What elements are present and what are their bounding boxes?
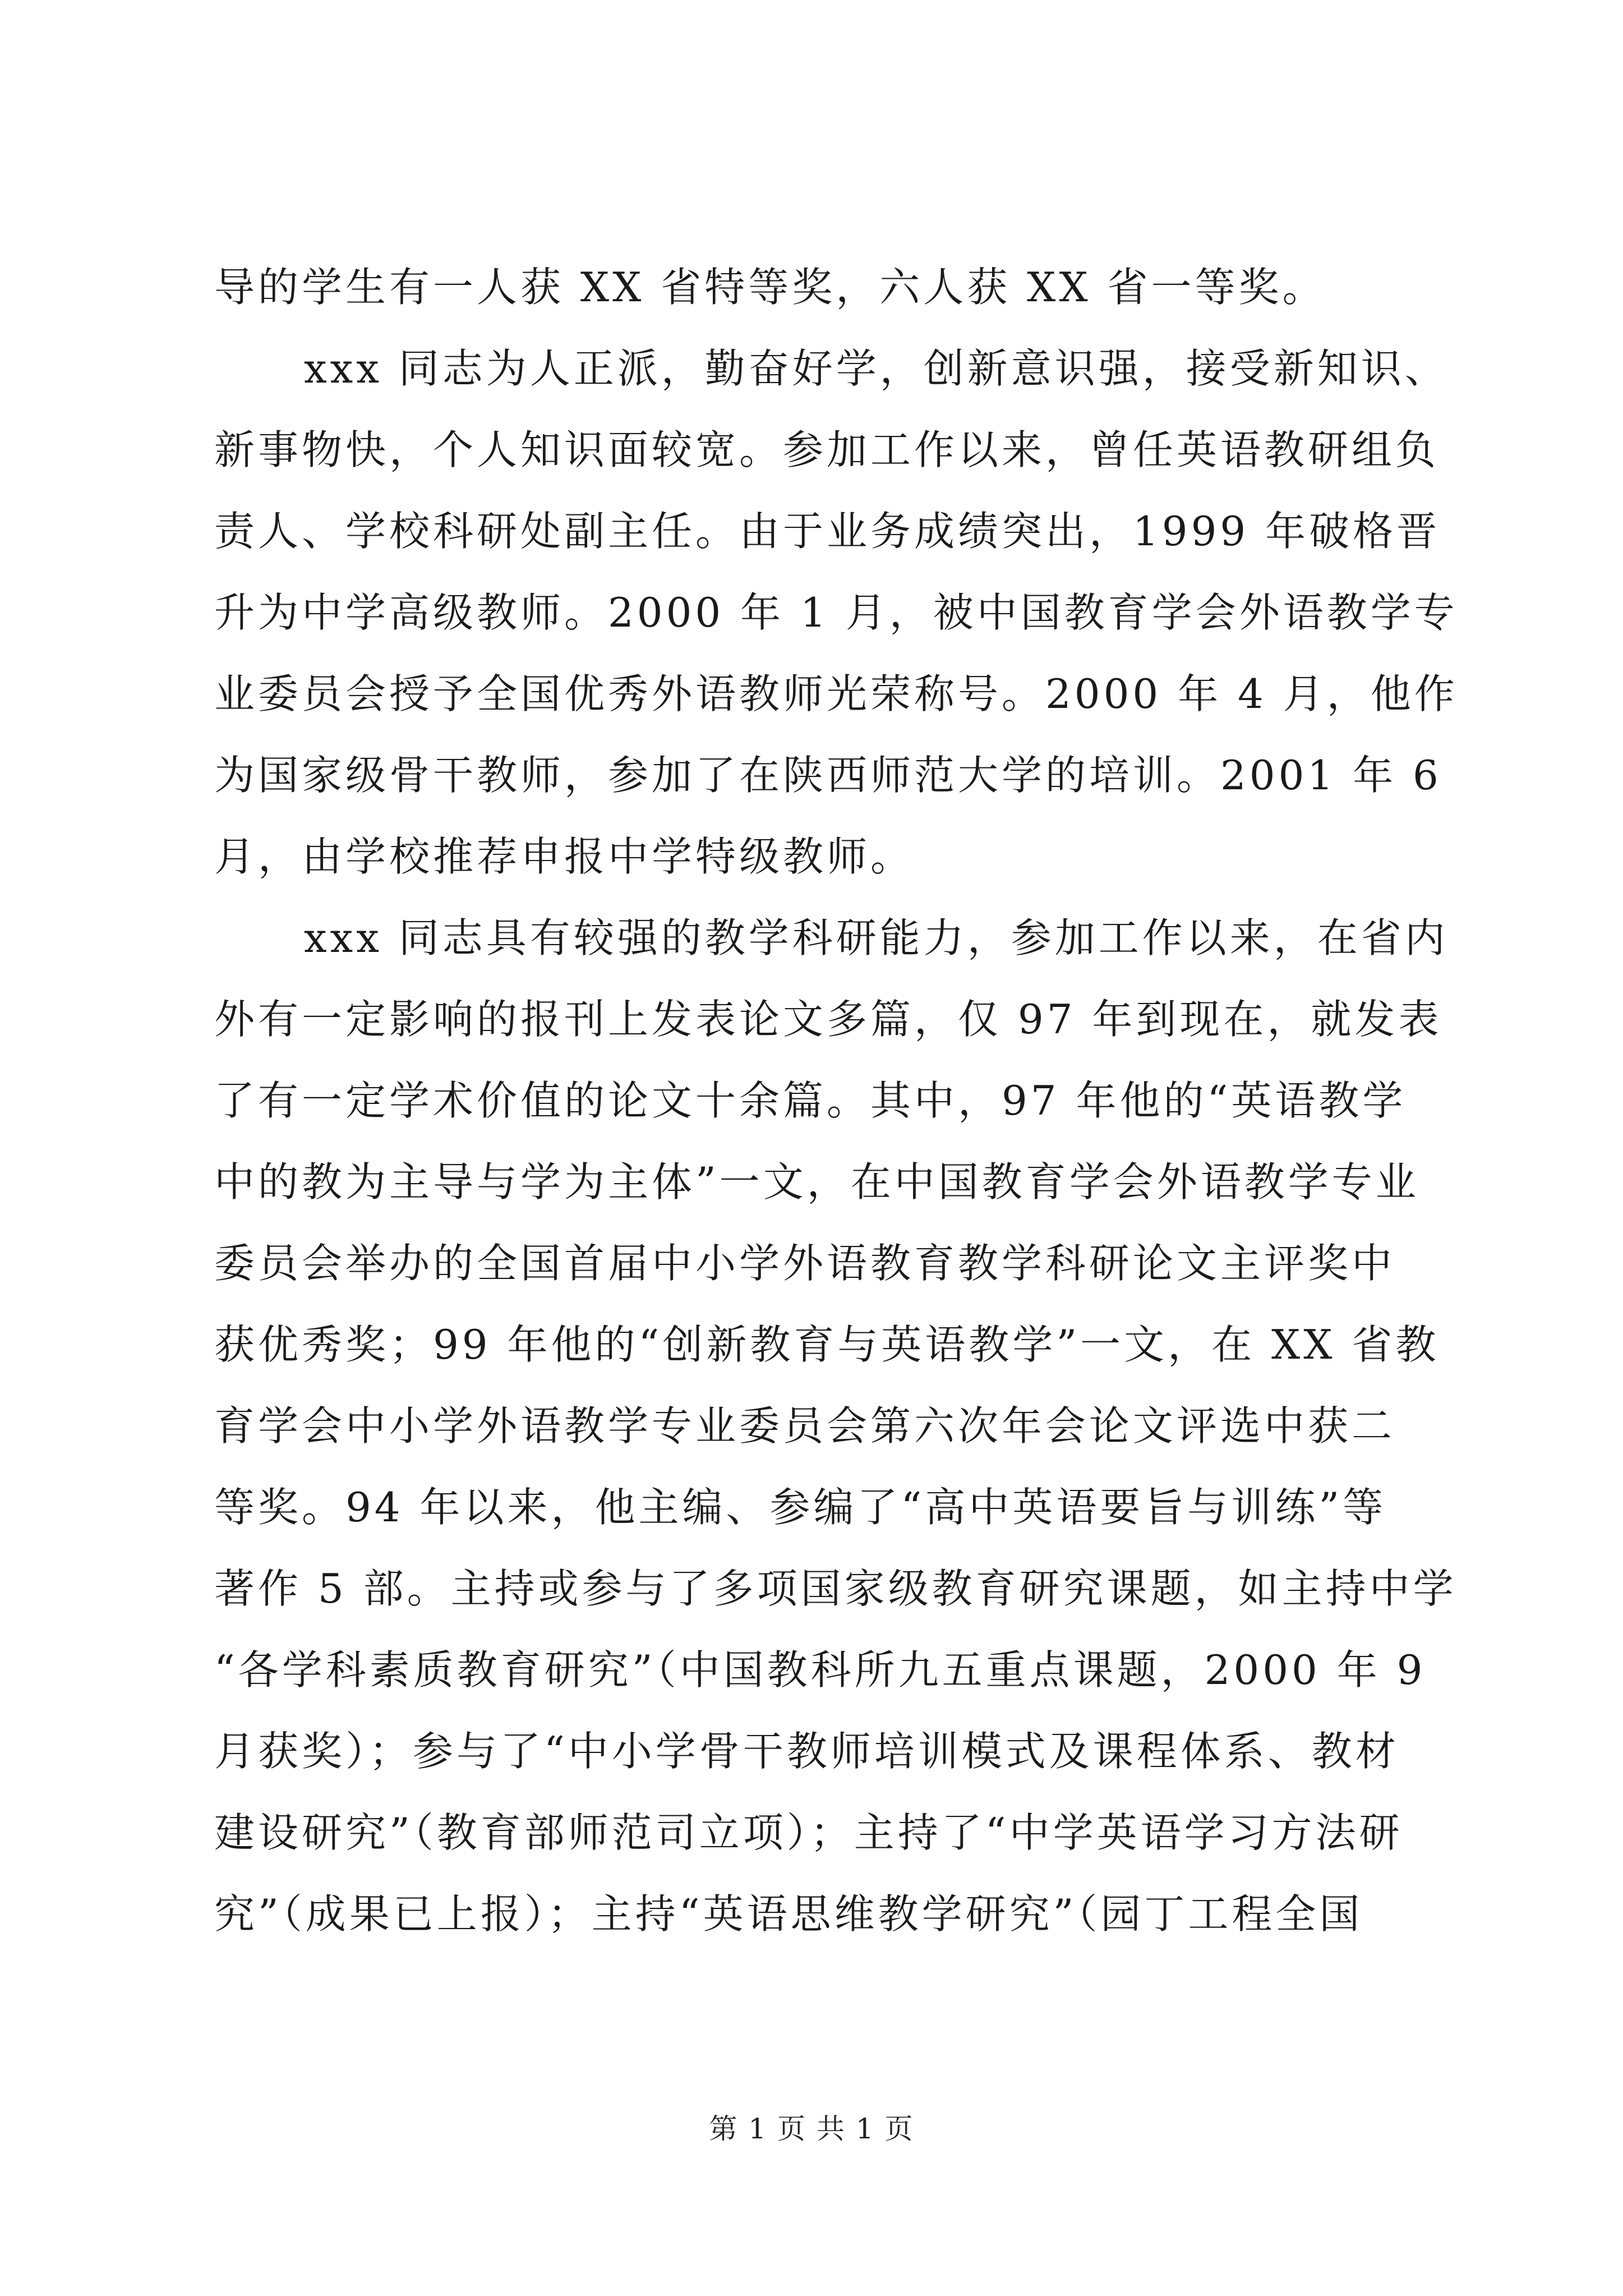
page-number-label: 第 1 页 共 1 页	[709, 2113, 914, 2145]
text-line: 育学会中小学外语教学专业委员会第六次年会论文评选中获二	[214, 1402, 1396, 1450]
text-line: 月获奖）；参与了“中小学骨干教师培训模式及课程体系、教材	[214, 1728, 1399, 1775]
text-line: 等奖。94 年以来，他主编、参编了“高中英语要旨与训练”等	[214, 1484, 1387, 1531]
text-line: 导的学生有一人获 XX 省特等奖，六人获 XX 省一等奖。	[214, 264, 1326, 311]
text-line: 中的教为主导与学为主体”一文，在中国教育学会外语教学专业	[214, 1158, 1419, 1205]
text-line: 委员会举办的全国首届中小学外语教育教学科研论文主评奖中	[214, 1240, 1396, 1287]
paragraph-first-line: xxx 同志具有较强的教学科研能力，参加工作以来，在省内	[304, 914, 1449, 961]
text-line: 获优秀奖；99 年他的“创新教育与英语教学”一文，在 XX 省教	[214, 1321, 1440, 1368]
page-footer	[0, 2109, 1623, 2148]
document-body	[214, 247, 1458, 1955]
paragraph-first-line: xxx 同志为人正派，勤奋好学，创新意识强，接受新知识、	[304, 345, 1449, 392]
text-line: “各学科素质教育研究”（中国教科所九五重点课题，2000 年 9	[214, 1646, 1426, 1694]
text-line: 外有一定影响的报刊上发表论文多篇，仅 97 年到现在，就发表	[214, 996, 1442, 1043]
text-line: 月，由学校推荐申报中学特级教师。	[214, 833, 915, 880]
text-line: 为国家级骨干教师，参加了在陕西师范大学的培训。2001 年 6	[214, 752, 1442, 799]
text-line: 业委员会授予全国优秀外语教师光荣称号。2000 年 4 月，他作	[214, 670, 1458, 717]
text-line: 究”（成果已上报）；主持“英语思维教学研究”（园丁工程全国	[214, 1890, 1363, 1938]
text-line: 著作 5 部。主持或参与了多项国家级教育研究课题，如主持中学	[214, 1565, 1457, 1612]
text-line: 建设研究”（教育部师范司立项）；主持了“中学英语学习方法研	[214, 1809, 1403, 1856]
text-line: 了有一定学术价值的论文十余篇。其中，97 年他的“英语教学	[214, 1077, 1407, 1124]
text-line: 新事物快，个人知识面较宽。参加工作以来，曾任英语教研组负	[214, 426, 1440, 473]
text-line: 责人、学校科研处副主任。由于业务成绩突出，1999 年破格晋	[214, 508, 1441, 555]
text-line: 升为中学高级教师。2000 年 1 月，被中国教育学会外语教学专	[214, 589, 1458, 636]
